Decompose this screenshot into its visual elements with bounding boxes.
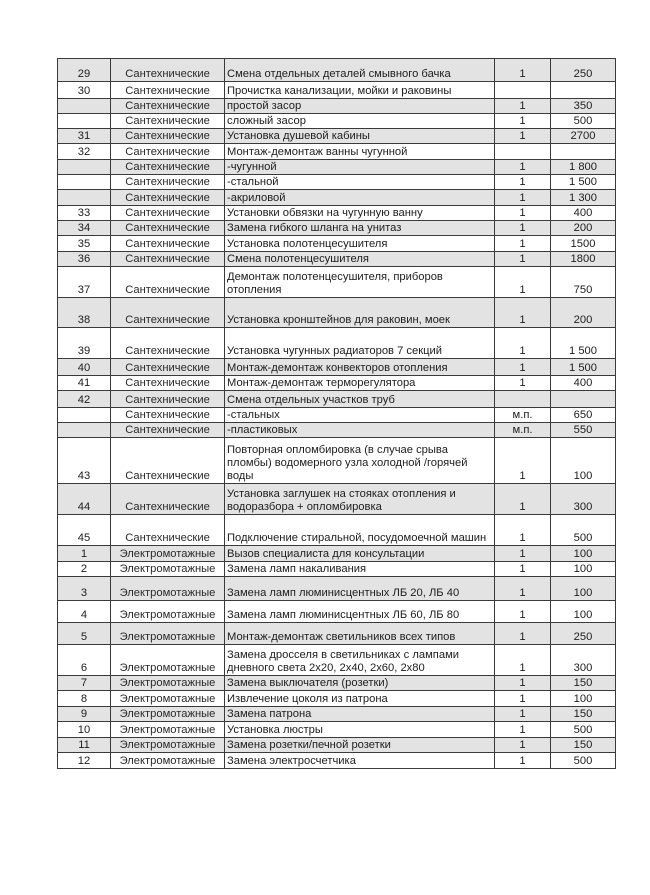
row-description: сложный засор bbox=[225, 114, 495, 129]
row-number: 29 bbox=[58, 59, 111, 82]
row-description: Вызов специалиста для консультации bbox=[225, 546, 495, 562]
row-number: 32 bbox=[58, 144, 111, 160]
row-description: простой засор bbox=[225, 99, 495, 114]
row-quantity: 1 bbox=[495, 438, 551, 484]
row-description: Установка заглушек на стояках отопления и водоразбора + опломбировка bbox=[225, 484, 495, 515]
row-price: 1 500 bbox=[551, 328, 616, 359]
row-category: Сантехнические bbox=[111, 423, 225, 438]
row-number bbox=[58, 160, 111, 175]
row-quantity: 1 bbox=[495, 206, 551, 221]
row-category: Сантехнические bbox=[111, 129, 225, 144]
row-price: 200 bbox=[551, 221, 616, 236]
table-row bbox=[58, 722, 616, 738]
row-price: 650 bbox=[551, 408, 616, 423]
table-row bbox=[58, 438, 616, 484]
row-description: -пластиковых bbox=[225, 423, 495, 438]
row-description: Установка чугунных радиаторов 7 секций bbox=[225, 328, 495, 359]
table-row bbox=[58, 408, 616, 423]
row-quantity: 1 bbox=[495, 376, 551, 391]
table-row bbox=[58, 601, 616, 623]
row-description: Монтаж-демонтаж светильников всех типов bbox=[225, 623, 495, 645]
table-row bbox=[58, 645, 616, 676]
row-category: Сантехнические bbox=[111, 515, 225, 546]
row-description: Замена патрона bbox=[225, 707, 495, 722]
row-price: 300 bbox=[551, 645, 616, 676]
row-number bbox=[58, 408, 111, 423]
row-quantity: 1 bbox=[495, 562, 551, 577]
row-description: Замена ламп люминисцентных ЛБ 60, ЛБ 80 bbox=[225, 601, 495, 623]
row-price: 400 bbox=[551, 376, 616, 391]
row-category: Электромотажные bbox=[111, 601, 225, 623]
row-description: Смена отдельных участков труб bbox=[225, 391, 495, 408]
table-row bbox=[58, 144, 616, 160]
row-price: 1 500 bbox=[551, 175, 616, 190]
row-price bbox=[551, 82, 616, 99]
row-quantity: 1 bbox=[495, 59, 551, 82]
row-description: Замена ламп накаливания bbox=[225, 562, 495, 577]
table-row bbox=[58, 676, 616, 691]
row-number: 41 bbox=[58, 376, 111, 391]
row-number: 3 bbox=[58, 577, 111, 601]
row-number: 4 bbox=[58, 601, 111, 623]
row-description: -акриловой bbox=[225, 190, 495, 206]
row-quantity: 1 bbox=[495, 99, 551, 114]
row-description: Извлечение цоколя из патрона bbox=[225, 691, 495, 707]
row-description: Монтаж-демонтаж ванны чугунной bbox=[225, 144, 495, 160]
row-description: Замена розетки/печной розетки bbox=[225, 738, 495, 753]
row-category: Сантехнические bbox=[111, 408, 225, 423]
row-price: 400 bbox=[551, 206, 616, 221]
table-row bbox=[58, 562, 616, 577]
row-number: 33 bbox=[58, 206, 111, 221]
row-number: 38 bbox=[58, 298, 111, 328]
row-description: Замена дросселя в светильниках с лампами дневного света 2х20, 2х40, 2х60, 2х80 bbox=[225, 645, 495, 676]
row-description: Повторная опломбировка (в случае срыва пломбы) водомерного узла холодной /горячей воды bbox=[225, 438, 495, 484]
row-category: Электромотажные bbox=[111, 707, 225, 722]
row-category: Сантехнические bbox=[111, 438, 225, 484]
row-number: 37 bbox=[58, 267, 111, 298]
row-category: Электромотажные bbox=[111, 645, 225, 676]
row-price bbox=[551, 144, 616, 160]
row-quantity: 1 bbox=[495, 298, 551, 328]
row-category: Сантехнические bbox=[111, 328, 225, 359]
row-quantity: 1 bbox=[495, 190, 551, 206]
row-quantity: 1 bbox=[495, 515, 551, 546]
row-category: Сантехнические bbox=[111, 391, 225, 408]
row-price: 100 bbox=[551, 562, 616, 577]
row-description: Замена выключателя (розетки) bbox=[225, 676, 495, 691]
row-number bbox=[58, 175, 111, 190]
row-price: 100 bbox=[551, 438, 616, 484]
table-row bbox=[58, 236, 616, 252]
table-row bbox=[58, 753, 616, 769]
row-price: 1 800 bbox=[551, 160, 616, 175]
row-quantity: 1 bbox=[495, 707, 551, 722]
row-price: 500 bbox=[551, 515, 616, 546]
row-quantity: м.п. bbox=[495, 423, 551, 438]
row-quantity: 1 bbox=[495, 601, 551, 623]
row-number: 39 bbox=[58, 328, 111, 359]
row-number: 42 bbox=[58, 391, 111, 408]
row-description: Монтаж-демонтаж конвекторов отопления bbox=[225, 359, 495, 376]
row-category: Сантехнические bbox=[111, 484, 225, 515]
table-row bbox=[58, 114, 616, 129]
row-quantity: м.п. bbox=[495, 408, 551, 423]
row-price: 500 bbox=[551, 753, 616, 769]
table-row bbox=[58, 707, 616, 722]
row-price: 100 bbox=[551, 601, 616, 623]
row-price: 150 bbox=[551, 707, 616, 722]
row-quantity bbox=[495, 144, 551, 160]
row-category: Сантехнические bbox=[111, 59, 225, 82]
row-quantity: 1 bbox=[495, 359, 551, 376]
row-quantity: 1 bbox=[495, 676, 551, 691]
row-description: Подключение стиральной, посудомоечной машин bbox=[225, 515, 495, 546]
table-row bbox=[58, 175, 616, 190]
row-number: 8 bbox=[58, 691, 111, 707]
row-price: 300 bbox=[551, 484, 616, 515]
row-quantity: 1 bbox=[495, 738, 551, 753]
row-category: Электромотажные bbox=[111, 546, 225, 562]
row-price: 100 bbox=[551, 546, 616, 562]
row-number bbox=[58, 114, 111, 129]
row-price: 100 bbox=[551, 691, 616, 707]
row-quantity: 1 bbox=[495, 160, 551, 175]
row-description: Смена полотенцесушителя bbox=[225, 252, 495, 267]
row-price: 350 bbox=[551, 99, 616, 114]
row-quantity: 1 bbox=[495, 221, 551, 236]
row-category: Электромотажные bbox=[111, 753, 225, 769]
table-row bbox=[58, 577, 616, 601]
table-row bbox=[58, 328, 616, 359]
row-category: Сантехнические bbox=[111, 99, 225, 114]
row-number: 5 bbox=[58, 623, 111, 645]
row-category: Сантехнические bbox=[111, 376, 225, 391]
table-row bbox=[58, 298, 616, 328]
row-category: Электромотажные bbox=[111, 577, 225, 601]
row-category: Сантехнические bbox=[111, 190, 225, 206]
row-number: 34 bbox=[58, 221, 111, 236]
row-description: Установка кронштейнов для раковин, моек bbox=[225, 298, 495, 328]
table-row bbox=[58, 484, 616, 515]
row-quantity: 1 bbox=[495, 328, 551, 359]
table-row bbox=[58, 160, 616, 175]
row-description: Установки обвязки на чугунную ванну bbox=[225, 206, 495, 221]
row-number: 43 bbox=[58, 438, 111, 484]
row-price: 150 bbox=[551, 738, 616, 753]
row-price: 150 bbox=[551, 676, 616, 691]
row-quantity: 1 bbox=[495, 114, 551, 129]
row-quantity: 1 bbox=[495, 577, 551, 601]
row-number: 12 bbox=[58, 753, 111, 769]
row-category: Сантехнические bbox=[111, 236, 225, 252]
row-quantity bbox=[495, 82, 551, 99]
row-number: 7 bbox=[58, 676, 111, 691]
row-category: Электромотажные bbox=[111, 623, 225, 645]
row-quantity bbox=[495, 391, 551, 408]
table-row bbox=[58, 391, 616, 408]
row-number: 10 bbox=[58, 722, 111, 738]
row-price: 100 bbox=[551, 577, 616, 601]
table-row bbox=[58, 267, 616, 298]
table-row bbox=[58, 99, 616, 114]
row-price bbox=[551, 391, 616, 408]
row-category: Сантехнические bbox=[111, 221, 225, 236]
row-quantity: 1 bbox=[495, 691, 551, 707]
row-category: Сантехнические bbox=[111, 144, 225, 160]
row-description: Замена ламп люминисцентных ЛБ 20, ЛБ 40 bbox=[225, 577, 495, 601]
table-row bbox=[58, 546, 616, 562]
row-description: Демонтаж полотенцесушителя, приборов отопления bbox=[225, 267, 495, 298]
row-number: 45 bbox=[58, 515, 111, 546]
row-quantity: 1 bbox=[495, 546, 551, 562]
row-price: 550 bbox=[551, 423, 616, 438]
row-category: Электромотажные bbox=[111, 562, 225, 577]
row-description: Монтаж-демонтаж терморегулятора bbox=[225, 376, 495, 391]
row-price: 250 bbox=[551, 623, 616, 645]
row-number bbox=[58, 99, 111, 114]
row-description: Замена электросчетчика bbox=[225, 753, 495, 769]
row-category: Электромотажные bbox=[111, 676, 225, 691]
table-row bbox=[58, 423, 616, 438]
row-category: Сантехнические bbox=[111, 175, 225, 190]
table-row bbox=[58, 206, 616, 221]
row-description: Прочистка канализации, мойки и раковины bbox=[225, 82, 495, 99]
row-number: 40 bbox=[58, 359, 111, 376]
row-description: -стальной bbox=[225, 175, 495, 190]
row-description: Установка душевой кабины bbox=[225, 129, 495, 144]
row-category: Сантехнические bbox=[111, 298, 225, 328]
table-row bbox=[58, 691, 616, 707]
row-category: Электромотажные bbox=[111, 738, 225, 753]
price-table-body bbox=[58, 59, 616, 769]
row-category: Сантехнические bbox=[111, 160, 225, 175]
row-price: 250 bbox=[551, 59, 616, 82]
row-quantity: 1 bbox=[495, 236, 551, 252]
table-row bbox=[58, 221, 616, 236]
row-quantity: 1 bbox=[495, 645, 551, 676]
row-category: Сантехнические bbox=[111, 252, 225, 267]
table-row bbox=[58, 359, 616, 376]
table-row bbox=[58, 252, 616, 267]
row-price: 500 bbox=[551, 722, 616, 738]
row-category: Сантехнические bbox=[111, 114, 225, 129]
row-price: 2700 bbox=[551, 129, 616, 144]
row-number: 9 bbox=[58, 707, 111, 722]
table-row bbox=[58, 59, 616, 82]
row-price: 750 bbox=[551, 267, 616, 298]
price-table bbox=[57, 58, 616, 769]
row-category: Электромотажные bbox=[111, 691, 225, 707]
table-row bbox=[58, 82, 616, 99]
row-number: 30 bbox=[58, 82, 111, 99]
row-price: 1800 bbox=[551, 252, 616, 267]
row-number: 31 bbox=[58, 129, 111, 144]
row-description: Установка полотенцесушителя bbox=[225, 236, 495, 252]
row-category: Электромотажные bbox=[111, 722, 225, 738]
row-number bbox=[58, 423, 111, 438]
row-quantity: 1 bbox=[495, 722, 551, 738]
row-price: 1 300 bbox=[551, 190, 616, 206]
row-quantity: 1 bbox=[495, 623, 551, 645]
row-number: 2 bbox=[58, 562, 111, 577]
row-number: 6 bbox=[58, 645, 111, 676]
row-price: 200 bbox=[551, 298, 616, 328]
row-quantity: 1 bbox=[495, 753, 551, 769]
row-category: Сантехнические bbox=[111, 206, 225, 221]
table-row bbox=[58, 190, 616, 206]
row-description: Смена отдельных деталей смывного бачка bbox=[225, 59, 495, 82]
row-description: -чугунной bbox=[225, 160, 495, 175]
row-quantity: 1 bbox=[495, 252, 551, 267]
row-category: Сантехнические bbox=[111, 82, 225, 99]
row-description: Замена гибкого шланга на унитаз bbox=[225, 221, 495, 236]
table-row bbox=[58, 738, 616, 753]
table-row bbox=[58, 515, 616, 546]
row-number bbox=[58, 190, 111, 206]
row-price: 500 bbox=[551, 114, 616, 129]
row-category: Сантехнические bbox=[111, 359, 225, 376]
row-number: 44 bbox=[58, 484, 111, 515]
row-price: 1 500 bbox=[551, 359, 616, 376]
row-description: Установка люстры bbox=[225, 722, 495, 738]
row-quantity: 1 bbox=[495, 267, 551, 298]
row-number: 35 bbox=[58, 236, 111, 252]
row-quantity: 1 bbox=[495, 484, 551, 515]
row-description: -стальных bbox=[225, 408, 495, 423]
row-category: Сантехнические bbox=[111, 267, 225, 298]
row-number: 36 bbox=[58, 252, 111, 267]
table-row bbox=[58, 623, 616, 645]
row-number: 1 bbox=[58, 546, 111, 562]
table-row bbox=[58, 129, 616, 144]
row-price: 1500 bbox=[551, 236, 616, 252]
table-row bbox=[58, 376, 616, 391]
row-quantity: 1 bbox=[495, 175, 551, 190]
row-quantity: 1 bbox=[495, 129, 551, 144]
row-number: 11 bbox=[58, 738, 111, 753]
